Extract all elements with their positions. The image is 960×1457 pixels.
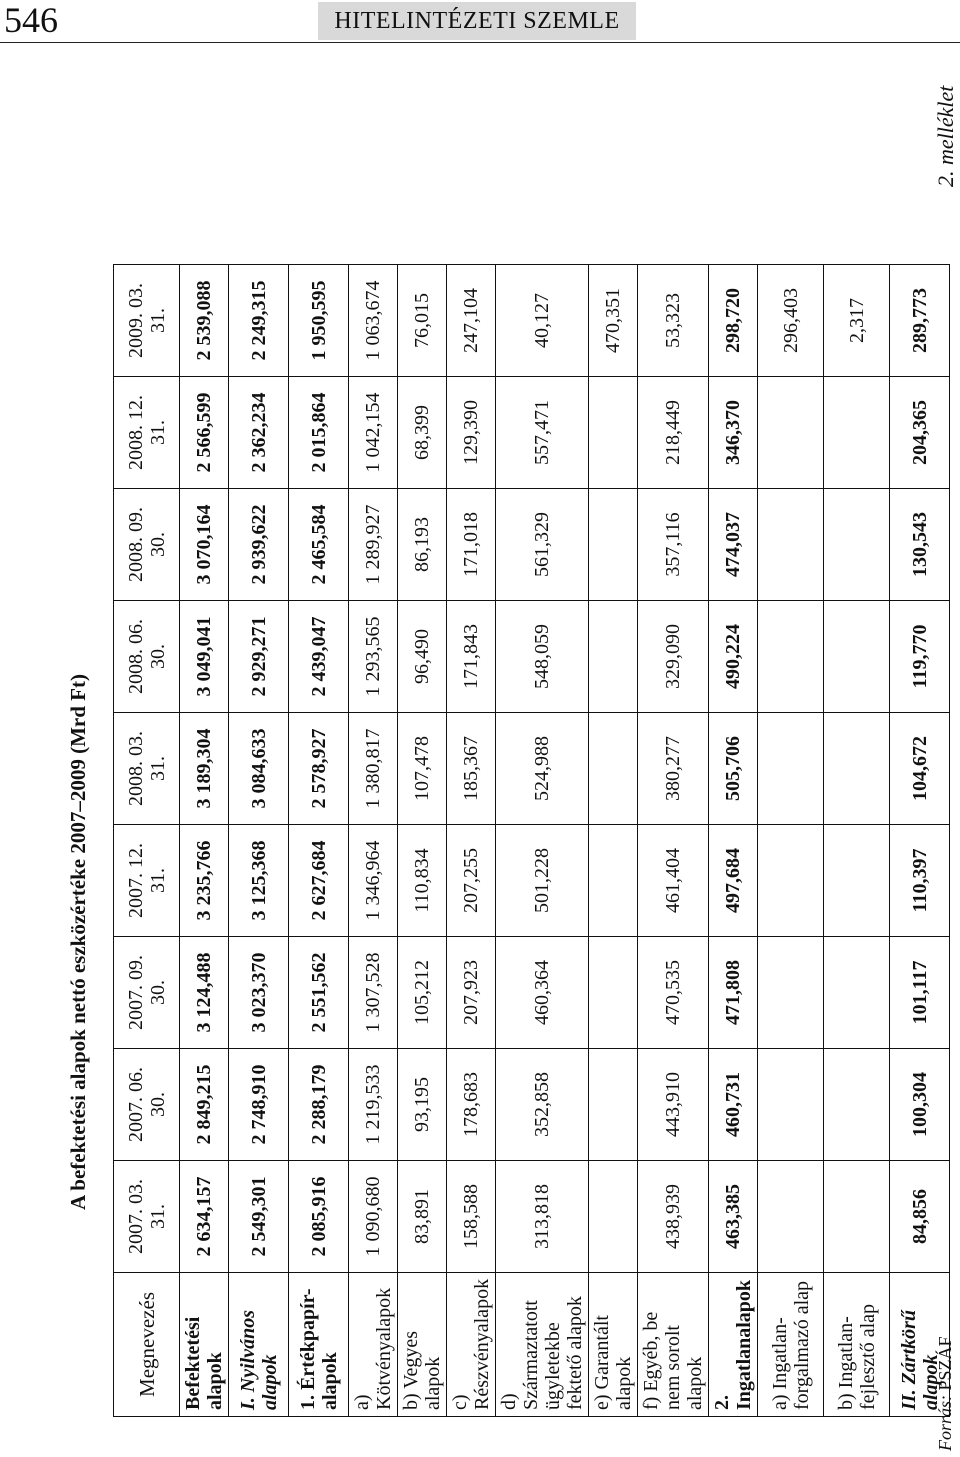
table-cell: [824, 824, 890, 936]
table-cell: 2 929,271: [229, 600, 289, 712]
table-cell: 2 634,157: [180, 1160, 229, 1272]
table-cell: 1 042,154: [349, 376, 398, 488]
table-cell: 105,212: [398, 936, 447, 1048]
table-cell: 557,471: [496, 376, 589, 488]
table-cell: 524,988: [496, 712, 589, 824]
table-cell: [824, 600, 890, 712]
table-cell: 204,365: [890, 376, 950, 488]
header-row: [114, 264, 180, 1416]
column-header: 2007. 06. 30.: [114, 1048, 180, 1160]
table-cell: 3 125,368: [229, 824, 289, 936]
table-cell: 1 346,964: [349, 824, 398, 936]
table-cell: 2,317: [824, 264, 890, 376]
table-cell: 313,818: [496, 1160, 589, 1272]
table-cell: 171,843: [447, 600, 496, 712]
table-cell: 101,117: [890, 936, 950, 1048]
table-cell: 3 189,304: [180, 712, 229, 824]
table-row: [447, 264, 496, 1416]
table-cell: 463,385: [709, 1160, 758, 1272]
table-cell: 2 578,927: [289, 712, 349, 824]
table-cell: 1 289,927: [349, 488, 398, 600]
table-cell: 129,390: [447, 376, 496, 488]
table-cell: [758, 1160, 824, 1272]
row-label: e) Garantált alapok: [589, 1272, 638, 1416]
table-cell: 3 084,633: [229, 712, 289, 824]
table-cell: 2 288,179: [289, 1048, 349, 1160]
table-cell: 2 551,562: [289, 936, 349, 1048]
table-cell: 2 362,234: [229, 376, 289, 488]
table-cell: 1 090,680: [349, 1160, 398, 1272]
table-cell: 2 249,315: [229, 264, 289, 376]
table-cell: [758, 600, 824, 712]
table-cell: 185,367: [447, 712, 496, 824]
row-label: a) Kötvényalapok: [349, 1272, 398, 1416]
row-label: f) Egyéb, be nem sorolt alapok: [638, 1272, 709, 1416]
table-cell: [589, 376, 638, 488]
source-value: PSZÁF: [935, 1336, 955, 1391]
row-label: c) Részvényalapok: [447, 1272, 496, 1416]
table-cell: 1 950,595: [289, 264, 349, 376]
table-cell: 2 465,584: [289, 488, 349, 600]
table-cell: 470,351: [589, 264, 638, 376]
table-cell: 96,490: [398, 600, 447, 712]
table-cell: [589, 1048, 638, 1160]
table-row: [758, 264, 824, 1416]
table-cell: 40,127: [496, 264, 589, 376]
table-row: [638, 264, 709, 1416]
table-cell: 561,329: [496, 488, 589, 600]
table-cell: 3 124,488: [180, 936, 229, 1048]
table-row: [180, 264, 229, 1416]
table-cell: [758, 824, 824, 936]
row-label: 1. Értékpapír-alapok: [289, 1272, 349, 1416]
table-cell: 100,304: [890, 1048, 950, 1160]
table-row: [289, 264, 349, 1416]
column-header: 2008. 09. 30.: [114, 488, 180, 600]
header-rule: [0, 42, 960, 43]
table-cell: 119,770: [890, 600, 950, 712]
table-cell: [589, 600, 638, 712]
table-cell: 2 015,864: [289, 376, 349, 488]
table-cell: 2 549,301: [229, 1160, 289, 1272]
source-label: Forrás:: [935, 1394, 955, 1451]
table-cell: [589, 488, 638, 600]
table-row: [496, 264, 589, 1416]
table-row: [589, 264, 638, 1416]
rotated-content: [0, 67, 960, 1457]
table-cell: 2 566,599: [180, 376, 229, 488]
net-asset-value-table: [113, 264, 950, 1417]
table-cell: 2 849,215: [180, 1048, 229, 1160]
table-cell: 474,037: [709, 488, 758, 600]
column-header: 2007. 09. 30.: [114, 936, 180, 1048]
table-cell: [824, 936, 890, 1048]
row-label: II. Zártkörű alapok: [890, 1272, 950, 1416]
table-cell: [824, 376, 890, 488]
table-cell: 1 063,674: [349, 264, 398, 376]
table-cell: [589, 712, 638, 824]
table-cell: 158,588: [447, 1160, 496, 1272]
table-cell: 329,090: [638, 600, 709, 712]
table-row: [398, 264, 447, 1416]
table-cell: 470,535: [638, 936, 709, 1048]
table-row: [709, 264, 758, 1416]
row-label: b) Vegyes alapok: [398, 1272, 447, 1416]
table-cell: 2 439,047: [289, 600, 349, 712]
table-cell: [758, 1048, 824, 1160]
table-row: [349, 264, 398, 1416]
table-cell: 296,403: [758, 264, 824, 376]
table-cell: 460,731: [709, 1048, 758, 1160]
table-cell: 1 380,817: [349, 712, 398, 824]
table-cell: 110,834: [398, 824, 447, 936]
column-header: 2008. 06. 30.: [114, 600, 180, 712]
row-label: I. Nyilvános alapok: [229, 1272, 289, 1416]
table-cell: 86,193: [398, 488, 447, 600]
column-header: 2009. 03. 31.: [114, 264, 180, 376]
table-cell: 298,720: [709, 264, 758, 376]
row-label: a) Ingatlan-forgalmazó alap: [758, 1272, 824, 1416]
table-cell: [758, 936, 824, 1048]
table-cell: 548,059: [496, 600, 589, 712]
table-cell: 289,773: [890, 264, 950, 376]
table-cell: 1 219,533: [349, 1048, 398, 1160]
table-cell: 1 307,528: [349, 936, 398, 1048]
row-label: d) Származtatott ügyletekbe fektető alapok: [496, 1272, 589, 1416]
table-caption: A befektetési alapok nettó eszközértéke 2007–2009 (Mrd Ft): [66, 674, 90, 1210]
table-cell: [589, 936, 638, 1048]
table-cell: 110,397: [890, 824, 950, 936]
table-cell: 497,684: [709, 824, 758, 936]
table-cell: 505,706: [709, 712, 758, 824]
name-column-header: Megnevezés: [114, 1272, 180, 1416]
table-cell: 460,364: [496, 936, 589, 1048]
table-cell: 218,449: [638, 376, 709, 488]
table-cell: 178,683: [447, 1048, 496, 1160]
column-header: 2007. 03. 31.: [114, 1160, 180, 1272]
row-label: 2. Ingatlanalapok: [709, 1272, 758, 1416]
table-cell: 357,116: [638, 488, 709, 600]
table-cell: [758, 488, 824, 600]
table-cell: 3 049,041: [180, 600, 229, 712]
table-cell: 3 023,370: [229, 936, 289, 1048]
table-cell: [758, 376, 824, 488]
table-cell: 438,939: [638, 1160, 709, 1272]
table-cell: 104,672: [890, 712, 950, 824]
table-cell: 2 085,916: [289, 1160, 349, 1272]
table-cell: 2 939,622: [229, 488, 289, 600]
table-cell: 490,224: [709, 600, 758, 712]
table-cell: 2 539,088: [180, 264, 229, 376]
table-cell: 2 627,684: [289, 824, 349, 936]
column-header: 2008. 03. 31.: [114, 712, 180, 824]
table-cell: 1 293,565: [349, 600, 398, 712]
table-cell: [824, 1048, 890, 1160]
table-row: [824, 264, 890, 1416]
page-number: 546: [4, 0, 58, 40]
table-cell: 130,543: [890, 488, 950, 600]
table-cell: 380,277: [638, 712, 709, 824]
table-cell: 171,018: [447, 488, 496, 600]
table-cell: 83,891: [398, 1160, 447, 1272]
table-cell: 3 070,164: [180, 488, 229, 600]
table-cell: 93,195: [398, 1048, 447, 1160]
table-cell: 443,910: [638, 1048, 709, 1160]
source-note: [935, 1336, 956, 1451]
table-cell: [589, 1160, 638, 1272]
table-cell: 471,808: [709, 936, 758, 1048]
table-cell: 461,404: [638, 824, 709, 936]
table-cell: 247,104: [447, 264, 496, 376]
journal-title: HITELINTÉZETI SZEMLE: [318, 2, 636, 40]
table-row: [890, 264, 950, 1416]
annex-label: 2. melléklet: [933, 85, 958, 187]
row-label: Befektetési alapok: [180, 1272, 229, 1416]
table-cell: 76,015: [398, 264, 447, 376]
table-cell: 207,923: [447, 936, 496, 1048]
table-row: [229, 264, 289, 1416]
column-header: 2007. 12. 31.: [114, 824, 180, 936]
table-cell: [824, 712, 890, 824]
table-cell: 68,399: [398, 376, 447, 488]
table-cell: 53,323: [638, 264, 709, 376]
table-cell: [824, 1160, 890, 1272]
table-cell: [824, 488, 890, 600]
table-cell: 107,478: [398, 712, 447, 824]
table-cell: 352,858: [496, 1048, 589, 1160]
table-cell: [758, 712, 824, 824]
table-cell: 2 748,910: [229, 1048, 289, 1160]
table-cell: 501,228: [496, 824, 589, 936]
table-cell: [589, 824, 638, 936]
column-header: 2008. 12. 31.: [114, 376, 180, 488]
table-cell: 207,255: [447, 824, 496, 936]
table-cell: 84,856: [890, 1160, 950, 1272]
table-cell: 346,370: [709, 376, 758, 488]
row-label: b) Ingatlan-fejlesztő alap: [824, 1272, 890, 1416]
table-cell: 3 235,766: [180, 824, 229, 936]
